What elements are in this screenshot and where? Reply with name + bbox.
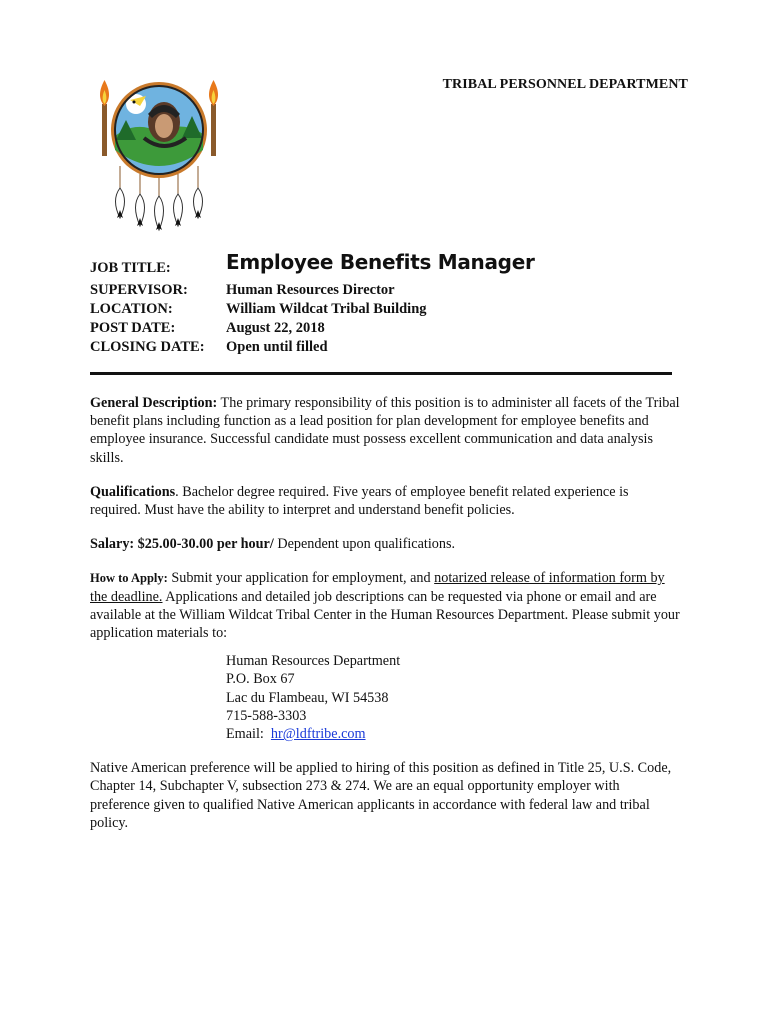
how-to-apply-heading: How to Apply:	[90, 571, 168, 586]
general-description	[90, 394, 682, 467]
department-heading: TRIBAL PERSONNEL DEPARTMENT	[442, 77, 688, 92]
qualifications	[90, 483, 682, 519]
general-description-heading: General Description:	[90, 395, 218, 411]
closing-date-value: Open until filled	[226, 339, 328, 355]
supervisor-row	[90, 282, 690, 301]
divider-rule	[90, 372, 672, 375]
address-line-2: P.O. Box 67	[226, 671, 295, 688]
location-label: LOCATION:	[90, 301, 173, 317]
general-description-text: The primary responsibility of this position is to administer all facets of the Tribal benefit plans including function as a lead position for plan development for employee benefits and employee insurance. Successful candidate must possess excellent communication and data analysis skills.	[90, 395, 680, 466]
left-torch-icon	[100, 80, 109, 156]
qualifications-heading: Qualifications	[90, 483, 176, 500]
salary	[90, 535, 682, 553]
email-link[interactable]: hr@ldftribe.com	[270, 725, 366, 742]
address-email-row	[226, 725, 682, 743]
post-date-value: August 22, 2018	[226, 320, 325, 336]
notarized-release-link[interactable]: notarized release of information form by the deadline.	[90, 570, 665, 605]
address-line-3: Lac du Flambeau, WI 54538	[226, 689, 389, 706]
email-label: Email:	[226, 725, 271, 742]
how-to-apply-text-before: Submit your application for employment, and	[167, 570, 435, 587]
address-phone: 715-588-3303	[226, 707, 307, 724]
right-torch-icon	[209, 80, 218, 156]
location-value: William Wildcat Tribal Building	[226, 301, 427, 317]
qualifications-text: . Bachelor degree required. Five years of employee benefit related experience is required. Must have the ability to interpret and understand benefit policies.	[90, 483, 629, 519]
job-title-row	[90, 250, 690, 282]
address-line-1: Human Resources Department	[226, 653, 401, 670]
supervisor-value: Human Resources Director	[226, 282, 395, 298]
supervisor-label: SUPERVISOR:	[90, 282, 188, 298]
posting-body	[90, 394, 682, 848]
job-title-label: JOB TITLE:	[90, 260, 171, 276]
native-american-preference: Native American preference will be applied to hiring of this position as defined in Title 25, U.S. Code, Chapter 14, Subchapter V, subsection 273 & 274. We are an equal opportunity employer with preference given to qualified Native American applicants in accordance with federal law and tribal policy.	[90, 760, 672, 831]
job-details	[90, 250, 690, 358]
closing-date-label: CLOSING DATE:	[90, 339, 205, 355]
how-to-apply	[90, 569, 682, 642]
salary-heading: Salary: $25.00-30.00 per hour/	[90, 536, 274, 553]
location-row	[90, 301, 690, 320]
post-date-row	[90, 320, 690, 339]
tribal-seal-logo	[96, 70, 222, 232]
how-to-apply-text-after: Applications and detailed job descriptions can be requested via phone or email and are available at the William Wildcat Tribal Center in the Human Resources Department. Please submit your application materials to:	[90, 588, 680, 642]
post-date-label: POST DATE:	[90, 320, 176, 336]
closing-date-row	[90, 339, 690, 358]
salary-text: Dependent upon qualifications.	[273, 536, 456, 553]
mailing-address	[226, 652, 682, 743]
job-title-value: Employee Benefits Manager	[226, 250, 535, 274]
